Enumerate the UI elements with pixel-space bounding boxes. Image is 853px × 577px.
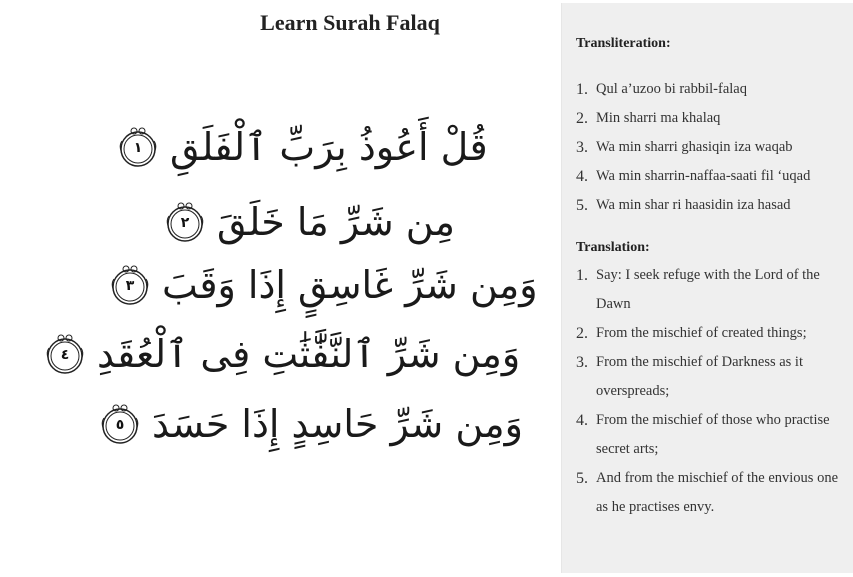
item-number: 5. bbox=[576, 470, 588, 487]
translation-list bbox=[576, 261, 851, 522]
item-number: 2. bbox=[576, 110, 588, 127]
item-text: Min sharri ma khalaq bbox=[596, 110, 721, 126]
arabic-verse-4 bbox=[45, 332, 520, 376]
verse-text: مِن شَرِّ مَا خَلَقَ bbox=[217, 200, 456, 244]
arabic-verse-3 bbox=[110, 263, 538, 307]
list-item bbox=[576, 406, 851, 464]
verse-number-medallion-icon bbox=[165, 200, 205, 244]
verse-number-medallion-icon bbox=[118, 125, 158, 169]
item-number: 2. bbox=[576, 325, 588, 342]
verse-number-medallion-icon bbox=[110, 263, 150, 307]
verse-number: ١ bbox=[133, 140, 143, 156]
arabic-verse-2 bbox=[165, 200, 455, 244]
item-text: From the mischief of created things; bbox=[596, 325, 807, 341]
item-number: 4. bbox=[576, 168, 588, 185]
list-item bbox=[576, 162, 851, 191]
page-title: Learn Surah Falaq bbox=[260, 10, 440, 35]
list-item bbox=[576, 133, 851, 162]
transliteration-list bbox=[576, 75, 851, 220]
item-text: From the mischief of those who practise secret arts; bbox=[596, 412, 830, 457]
item-text: Wa min shar ri haasidin iza hasad bbox=[596, 197, 791, 213]
translation-heading: Translation: bbox=[576, 240, 650, 255]
verse-number: ٤ bbox=[60, 347, 70, 363]
item-text: Wa min sharrin-naffaa-saati fil ‘uqad bbox=[596, 168, 811, 184]
list-item bbox=[576, 348, 851, 406]
arabic-verse-5 bbox=[100, 402, 523, 446]
verse-number: ٥ bbox=[115, 417, 125, 433]
verse-text: قُلْ أَعُوذُ بِرَبِّ ٱلْفَلَقِ bbox=[170, 125, 488, 169]
item-text: Qul a’uzoo bi rabbil-falaq bbox=[596, 81, 747, 97]
verse-number: ٢ bbox=[180, 215, 190, 231]
list-item bbox=[576, 261, 851, 319]
item-text: Say: I seek refuge with the Lord of the Dawn bbox=[596, 267, 820, 312]
list-item bbox=[576, 104, 851, 133]
verse-text: وَمِن شَرِّ ٱلنَّفَّٰثَٰتِ فِى ٱلْعُقَدِ bbox=[97, 332, 521, 376]
verse-text: وَمِن شَرِّ غَاسِقٍ إِذَا وَقَبَ bbox=[162, 263, 538, 307]
verse-number-medallion-icon bbox=[100, 402, 140, 446]
item-text: Wa min sharri ghasiqin iza waqab bbox=[596, 139, 793, 155]
item-number: 3. bbox=[576, 139, 588, 156]
info-panel bbox=[561, 3, 853, 573]
item-text: And from the mischief of the envious one as he practises envy. bbox=[596, 470, 839, 515]
item-number: 5. bbox=[576, 197, 588, 214]
item-number: 1. bbox=[576, 267, 588, 284]
list-item bbox=[576, 75, 851, 104]
list-item bbox=[576, 191, 851, 220]
list-item bbox=[576, 464, 851, 522]
arabic-verse-1 bbox=[118, 125, 488, 169]
item-number: 1. bbox=[576, 81, 588, 98]
item-number: 4. bbox=[576, 412, 588, 429]
list-item bbox=[576, 319, 851, 348]
verse-text: وَمِن شَرِّ حَاسِدٍ إِذَا حَسَدَ bbox=[152, 402, 523, 446]
item-text: From the mischief of Darkness as it overspreads; bbox=[596, 354, 803, 399]
item-number: 3. bbox=[576, 354, 588, 371]
verse-number: ٣ bbox=[125, 278, 135, 294]
verse-number-medallion-icon bbox=[45, 332, 85, 376]
transliteration-heading: Transliteration: bbox=[576, 36, 671, 51]
